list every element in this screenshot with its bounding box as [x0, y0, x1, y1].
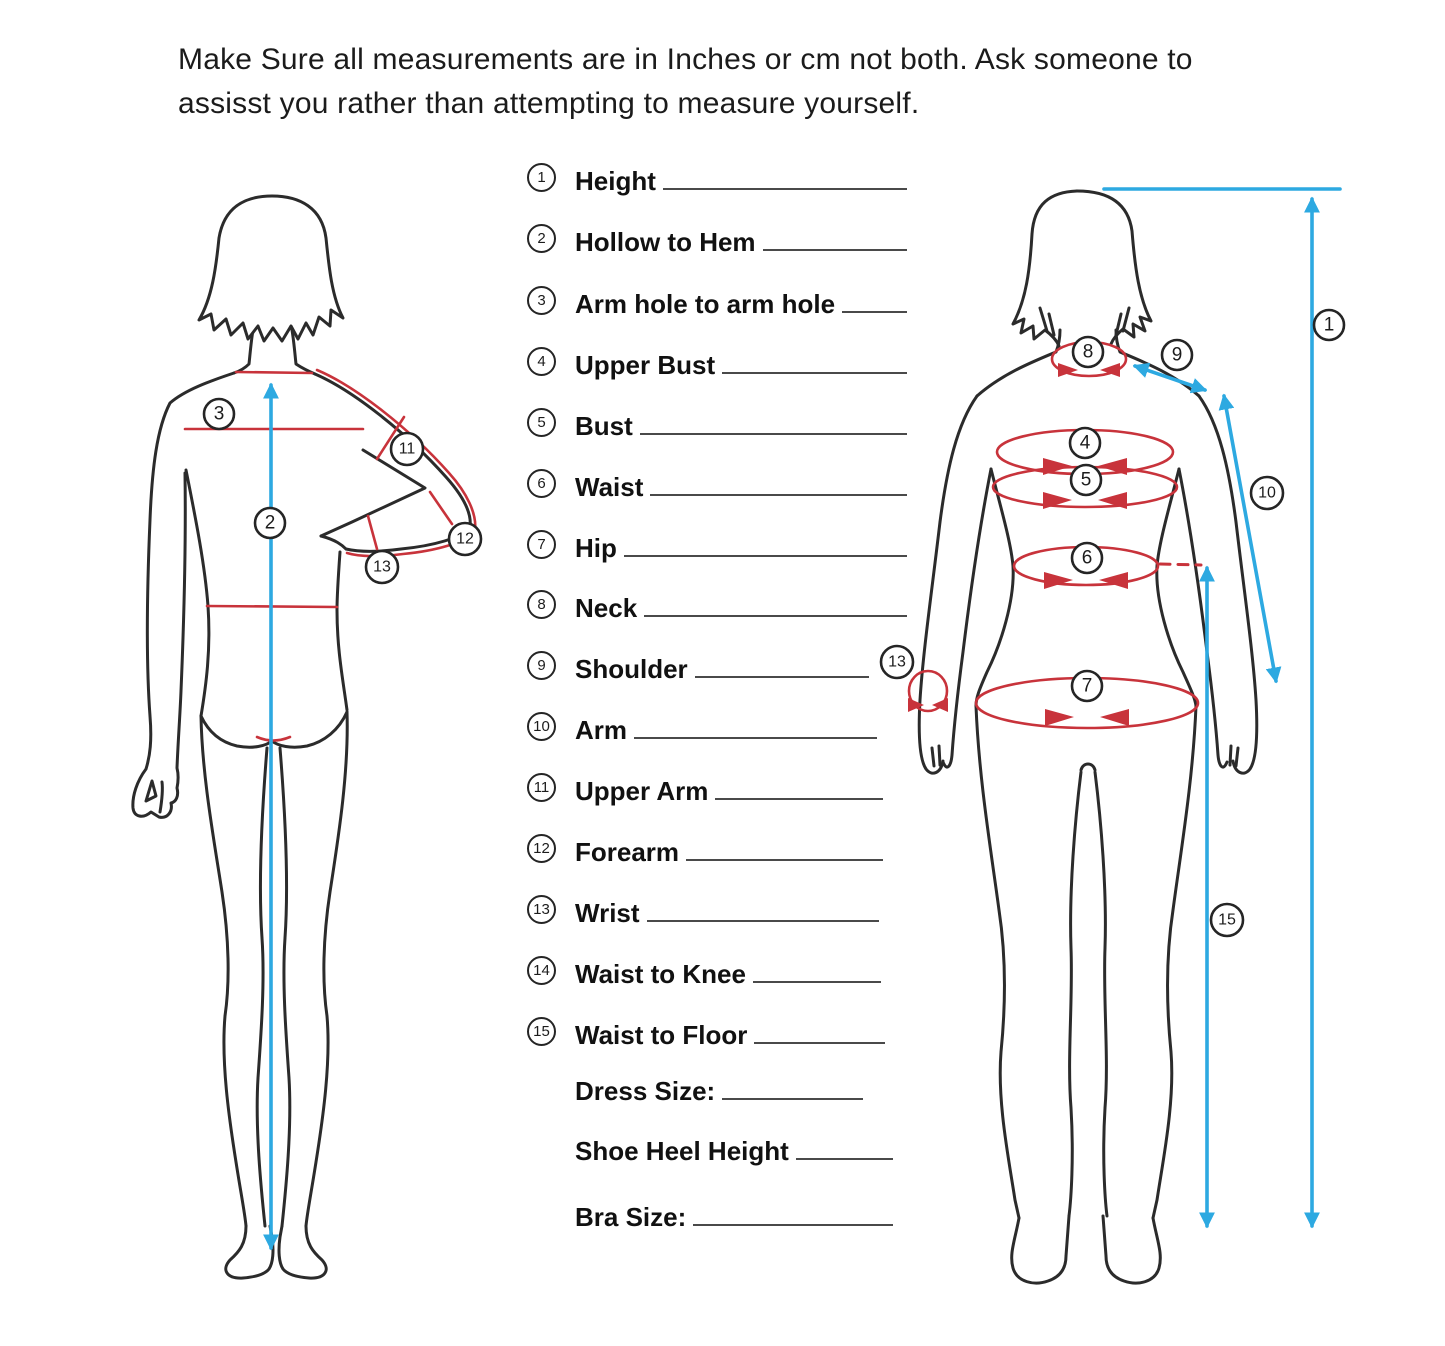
front-leg-inner-right — [1095, 772, 1107, 1216]
svg-text:7: 7 — [1081, 675, 1093, 697]
hip-arrow-left — [1045, 709, 1074, 726]
waist-dashed-extension — [1160, 564, 1201, 565]
waist-arrow-right — [1099, 572, 1128, 589]
svg-text:2: 2 — [264, 512, 276, 534]
item-label: Arm — [575, 715, 628, 746]
svg-text:13: 13 — [373, 558, 391, 576]
back-left-arm — [133, 373, 234, 817]
front-neck-left — [977, 330, 1060, 396]
svg-text:10: 10 — [1258, 484, 1276, 502]
front-foot-left — [1012, 1216, 1069, 1283]
item-label: Upper Bust — [575, 350, 716, 381]
item-label: Shoe Heel Height — [575, 1136, 789, 1167]
front-foot-right — [1103, 1216, 1160, 1283]
item-label: Bust — [575, 411, 633, 442]
item-number-circle: 2 — [527, 224, 556, 253]
item-number-circle: 11 — [527, 773, 556, 802]
item-label: Bra Size: — [575, 1202, 687, 1233]
item-number-circle: 8 — [527, 590, 556, 619]
svg-text:13: 13 — [888, 653, 906, 671]
item-number-circle: 7 — [527, 530, 556, 559]
svg-text:12: 12 — [456, 530, 474, 548]
svg-text:11: 11 — [398, 440, 416, 458]
svg-text:3: 3 — [213, 403, 225, 425]
front-hair-right — [1077, 191, 1151, 344]
marker-7 — [1072, 671, 1102, 701]
marker-3 — [204, 399, 234, 429]
item-label: Arm hole to arm hole — [575, 289, 836, 320]
marker-11 — [391, 433, 423, 465]
item-label: Dress Size: — [575, 1076, 716, 1107]
front-leg-inner-left — [1069, 772, 1081, 1216]
item-number-circle: 3 — [527, 286, 556, 315]
svg-text:8: 8 — [1082, 341, 1094, 363]
back-hand-on-hip — [321, 536, 346, 549]
front-left-arm-outer — [919, 396, 977, 773]
front-red-measure-lines — [908, 342, 1201, 728]
front-left-arm-inner — [943, 469, 991, 767]
shoulder-red-line — [236, 372, 312, 373]
marker-12 — [449, 523, 481, 555]
item-label: Upper Arm — [575, 776, 709, 807]
item-number-circle: 10 — [527, 712, 556, 741]
front-cyan-measure-lines — [1104, 189, 1340, 1226]
item-number-circle: 1 — [527, 163, 556, 192]
marker-4 — [1070, 428, 1100, 458]
back-leg-inner-right — [280, 748, 290, 1226]
item-number-circle: 9 — [527, 651, 556, 680]
back-bent-arm-outer — [315, 374, 470, 551]
marker-9 — [1162, 340, 1192, 370]
marker-15 — [1211, 904, 1243, 936]
front-leg-outer-left — [976, 706, 1019, 1218]
front-torso-left — [976, 469, 1013, 706]
item-number-circle: 4 — [527, 347, 556, 376]
item-label: Neck — [575, 593, 638, 624]
waist-arrow-left — [1044, 572, 1073, 589]
front-crotch — [1081, 764, 1095, 770]
back-thumb-gap — [146, 781, 156, 801]
item-label: Waist — [575, 472, 644, 503]
back-view-figure — [133, 196, 481, 1278]
back-leg-inner-left — [257, 748, 267, 1226]
item-number-circle: 6 — [527, 469, 556, 498]
item-number-circle: 13 — [527, 895, 556, 924]
forearm-tick — [430, 492, 452, 524]
item-number-circle: 15 — [527, 1017, 556, 1046]
back-figure-outline — [133, 196, 470, 1278]
front-right-arm-inner — [1179, 469, 1227, 767]
back-foot-right — [279, 1226, 326, 1278]
marker-5 — [1071, 465, 1101, 495]
marker-13-back — [366, 551, 398, 583]
item-label: Waist to Floor — [575, 1020, 748, 1051]
item-label: Waist to Knee — [575, 959, 746, 990]
marker-6 — [1072, 543, 1102, 573]
back-torso-left — [186, 470, 209, 716]
item-label: Hollow to Hem — [575, 227, 756, 258]
back-buttock-left — [201, 716, 272, 747]
svg-text:1: 1 — [1323, 314, 1335, 336]
front-view-figure — [881, 189, 1344, 1283]
hip-arrow-right — [1100, 709, 1129, 726]
svg-text:4: 4 — [1079, 432, 1091, 454]
marker-13-front — [881, 646, 913, 678]
instructions-line-1: Make Sure all measurements are in Inches or cm not both. Ask someone to — [178, 43, 1193, 76]
marker-8 — [1073, 337, 1103, 367]
svg-text:15: 15 — [1218, 911, 1236, 929]
item-number-circle: 14 — [527, 956, 556, 985]
item-label: Wrist — [575, 898, 640, 929]
instructions-line-2: assisst you rather than attempting to measure yourself. — [178, 87, 920, 121]
item-label: Shoulder — [575, 654, 688, 685]
marker-10 — [1251, 477, 1283, 509]
item-label: Height — [575, 166, 656, 197]
item-label: Hip — [575, 533, 617, 564]
back-foot-left — [226, 1226, 273, 1278]
back-torso-right — [337, 552, 347, 710]
front-torso-right — [1157, 469, 1196, 706]
item-number-circle: 12 — [527, 834, 556, 863]
back-hair — [199, 196, 343, 341]
wrist-tick — [368, 516, 377, 549]
svg-text:9: 9 — [1171, 344, 1183, 366]
front-left-fingers — [932, 746, 940, 766]
back-finger-line — [160, 782, 162, 812]
svg-text:6: 6 — [1081, 547, 1093, 569]
item-label: Forearm — [575, 837, 680, 868]
svg-text:5: 5 — [1080, 469, 1092, 491]
marker-2 — [255, 508, 285, 538]
item-number-circle: 5 — [527, 408, 556, 437]
marker-1 — [1314, 310, 1344, 340]
front-leg-outer-right — [1153, 706, 1196, 1218]
back-leg-outer-right — [306, 712, 347, 1226]
buttock-crease-mark — [257, 737, 290, 741]
back-buttock-right — [272, 712, 347, 747]
back-leg-outer-left — [201, 716, 246, 1226]
